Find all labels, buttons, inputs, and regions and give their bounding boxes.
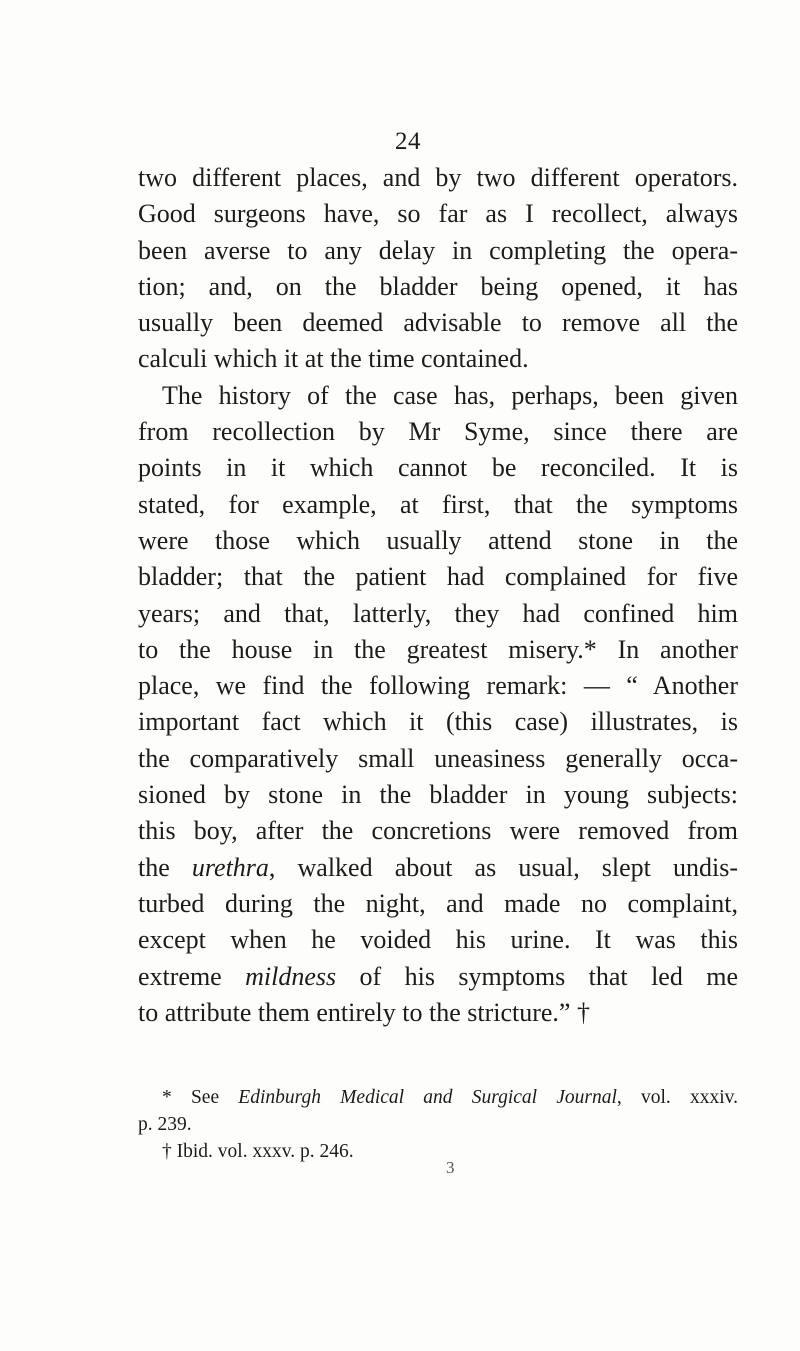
text-line: points in it which cannot be reconciled. It is xyxy=(138,453,738,483)
footnote-line: † Ibid. vol. xxxv. p. 246. xyxy=(162,1141,354,1162)
text-line: calculi which it at the time contained. xyxy=(138,344,529,374)
signature-mark: 3 xyxy=(446,1158,455,1177)
text-line: two different places, and by two different operators. xyxy=(138,163,738,192)
text-line: turbed during the night, and made no complaint, xyxy=(138,888,738,918)
footnotes xyxy=(138,1084,738,1165)
text-line xyxy=(138,959,738,995)
text-line: from recollection by Mr Syme, since there are xyxy=(138,417,738,447)
text-line: The history of the case has, perhaps, been given xyxy=(162,380,738,410)
text-line: years; and that, latterly, they had confined him xyxy=(138,598,738,628)
text-line: sioned by stone in the bladder in young subjects: xyxy=(138,780,738,810)
text-line: place, we find the following remark: — “ Another xyxy=(138,671,738,701)
footnote-line xyxy=(138,1084,738,1111)
text-line: important fact which it (this case) illustrates, is xyxy=(138,707,738,737)
text-segment: , walked about as usual, slept undis- xyxy=(268,852,739,882)
text-line: this boy, after the concretions were removed from xyxy=(138,816,738,846)
italic-term: mildness xyxy=(245,961,337,991)
text-line: bladder; that the patient had complained for five xyxy=(138,562,738,592)
footnote-segment: * See xyxy=(162,1087,239,1108)
text-segment: extreme xyxy=(138,961,246,991)
text-line: stated, for example, at first, that the symptoms xyxy=(138,489,738,519)
journal-title: Edinburgh Medical and Surgical Journal xyxy=(238,1087,617,1108)
text-line: the comparatively small uneasiness generally occa- xyxy=(138,743,738,773)
page-number: 24 xyxy=(395,128,421,155)
footnote-segment: , vol. xxxiv. xyxy=(616,1087,738,1108)
footnote-line: p. 239. xyxy=(138,1114,192,1135)
text-line: been averse to any delay in completing the opera- xyxy=(138,235,738,265)
text-segment: the xyxy=(138,852,192,882)
text-line: were those which usually attend stone in the xyxy=(138,525,738,555)
text-line: Good surgeons have, so far as I recollect, always xyxy=(138,199,738,229)
text-line: tion; and, on the bladder being opened, it has xyxy=(138,271,738,301)
text-line xyxy=(138,850,738,886)
text-line: to the house in the greatest misery.* In another xyxy=(138,634,738,664)
text-line: to attribute them entirely to the stricture.” † xyxy=(138,997,590,1027)
text-segment: of his symptoms that led me xyxy=(336,961,738,991)
italic-term: urethra xyxy=(191,852,269,882)
text-line: except when he voided his urine. It was this xyxy=(138,925,738,955)
text-line: usually been deemed advisable to remove all the xyxy=(138,308,738,338)
body-text xyxy=(138,160,738,1031)
